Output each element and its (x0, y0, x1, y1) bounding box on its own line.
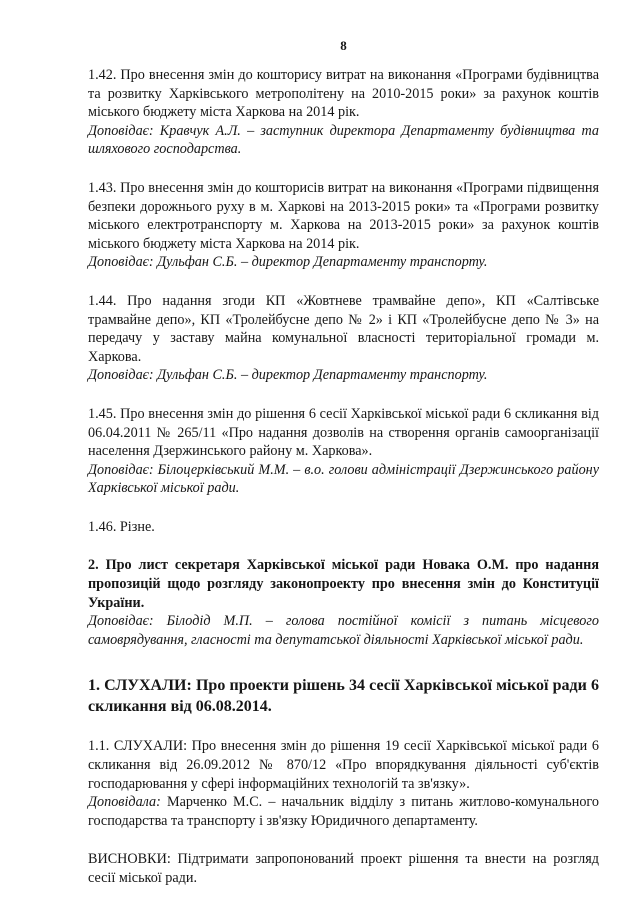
agenda-item-text: 1.44. Про надання згоди КП «Жовтневе трамвайне депо», КП «Салтівське трамвайне депо», КП «Тролейбусне депо № 2» і КП «Тролейбусне депо № 3» на передачу у заставу майна комунальної власності територіальної громади м. Харкова. (88, 292, 599, 365)
heard-subitem-speaker (88, 793, 599, 830)
heard-subitem (88, 737, 599, 830)
agenda-item-speaker: Доповідає: Дульфан С.Б. – директор Департаменту транспорту. (88, 367, 488, 384)
agenda-item-text: 1.46. Різне. (88, 518, 155, 535)
speaker-label: Доповідала: (88, 794, 161, 811)
page-number: 8 (340, 38, 347, 53)
agenda-item-speaker: Доповідає: Білоцерківський М.М. – в.о. голови адміністрації Дзержинського району Харківської міської ради. (88, 461, 599, 497)
agenda-section-2 (88, 556, 599, 649)
agenda-item-speaker: Доповідає: Дульфан С.Б. – директор Департаменту транспорту. (88, 254, 488, 271)
agenda-item-1-46 (88, 518, 599, 537)
section-speaker: Доповідає: Білодід М.П. – голова постійної комісії з питань місцевого самоврядування, гласності та депутатської діяльності Харківської міської ради. (88, 613, 599, 648)
heard-heading: 1. СЛУХАЛИ: Про проекти рішень 34 сесії Харківської міської ради 6 скликання від 06.08.2014. (88, 677, 599, 716)
conclusion-block (88, 850, 599, 887)
agenda-item-text: 1.45. Про внесення змін до рішення 6 сесії Харківської міської ради 6 скликання від 06.04.2011 № 265/11 «Про надання дозволів на створення органів самоорганізації населення Дзержинського району м. Харкова». (88, 405, 599, 460)
agenda-item-1-43 (88, 179, 599, 272)
agenda-item-text: 1.42. Про внесення змін до кошторису витрат на виконання «Програми будівництва та розвитку Харківського метрополітену на 2010-2015 роки» за рахунок коштів міського бюджету міста Харкова на 2014 рік. (88, 67, 599, 121)
agenda-item-1-44 (88, 292, 599, 385)
agenda-item-speaker: Доповідає: Кравчук А.Л. – заступник директора Департаменту будівництва та шляхового господарства. (88, 122, 599, 158)
heard-subitem-text: 1.1. СЛУХАЛИ: Про внесення змін до рішення 19 сесії Харківської міської ради 6 скликання від 26.09.2012 № 870/12 «Про впорядкування діяльності суб'єктів господарювання у сфері інформаційних технологій та зв'язку». (88, 738, 599, 792)
agenda-item-1-45 (88, 405, 599, 498)
speaker-details: Марченко М.С. – начальник відділу з питань житлово-комунального господарства та транспорту і зв'язку Юридичного департаменту. (88, 794, 599, 829)
conclusion-text: ВИСНОВКИ: Підтримати запропонований проект рішення та внести на розгляд сесії міської ради. (88, 851, 599, 886)
heard-section (88, 675, 599, 717)
section-title: 2. Про лист секретаря Харківської міської ради Новака О.М. про надання пропозицій щодо розгляду законопроекту про внесення змін до Конституції України. (88, 557, 599, 611)
agenda-item-text: 1.43. Про внесення змін до кошторисів витрат на виконання «Програми підвищення безпеки дорожнього руху в м. Харкові на 2013-2015 роки» та «Програми розвитку міського електротранспорту м. Харкова на 2013-2015 роки» за рахунок коштів міського бюджету міста Харкова на 2014 рік. (88, 179, 599, 252)
agenda-item-1-42 (88, 66, 599, 159)
